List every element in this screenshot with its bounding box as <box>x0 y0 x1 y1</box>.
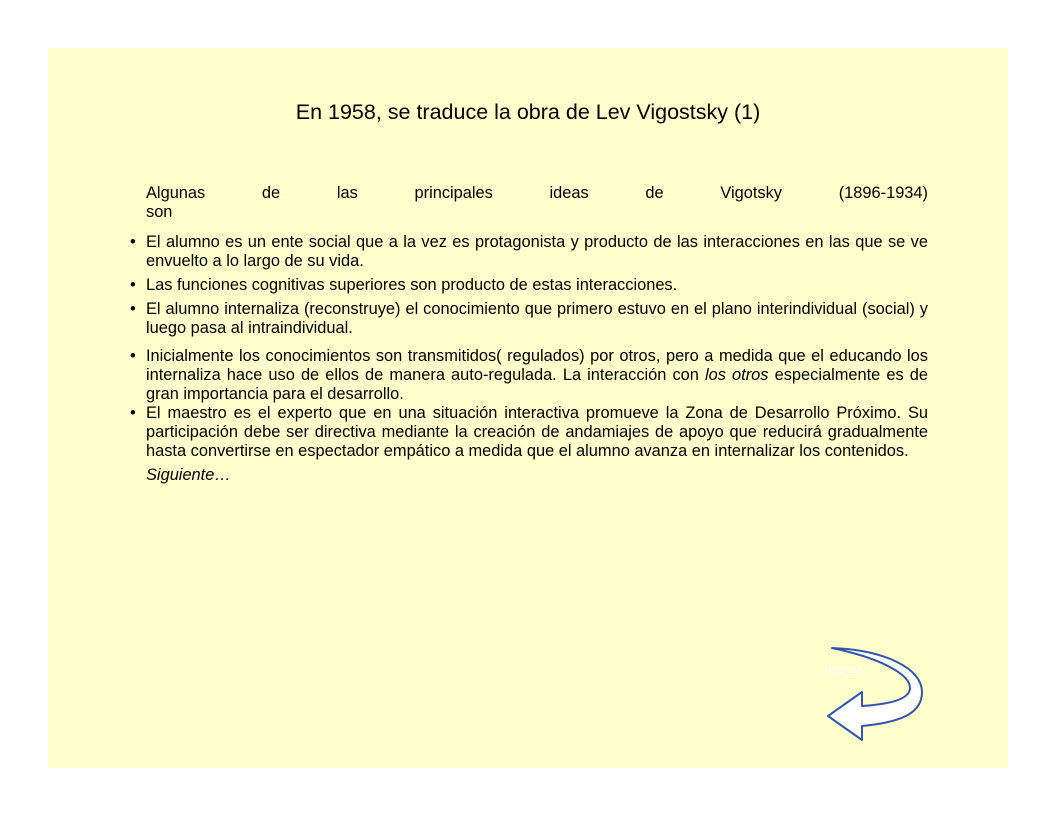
bullet-text-end: especialmente es de gran importancia para el desarrollo. <box>146 366 928 403</box>
bullet-text-italic: los otros <box>705 366 769 384</box>
bullet-text: El alumno internaliza (reconstruye) el conocimiento que primero estuvo en el plano interindividual (social) y luego pasa al intraindividual. <box>146 300 928 337</box>
bullet-text: Las funciones cognitivas superiores son producto de estas interacciones. <box>146 276 678 294</box>
bullet-item <box>130 300 928 338</box>
intro-line: Algunas de las principales ideas de Vigotsky (1896-1934) <box>146 184 928 202</box>
slide-body <box>130 184 928 485</box>
return-button[interactable] <box>824 640 928 744</box>
slide-title: En 1958, se traduce la obra de Lev Vigostsky (1) <box>295 100 761 124</box>
bullet-icon: • <box>130 347 136 365</box>
curved-return-arrow-icon[interactable] <box>824 640 928 744</box>
bullet-item <box>130 347 928 404</box>
bullet-icon: • <box>130 233 136 251</box>
bullet-text: El alumno es un ente social que a la vez es protagonista y producto de las interacciones en las que se ve envuelto a lo largo de su vida. <box>146 233 928 270</box>
bullet-icon: • <box>130 300 136 318</box>
intro-line-end: son <box>146 203 173 221</box>
return-link[interactable]: Regresa <box>825 665 863 676</box>
bullet-icon: • <box>130 404 136 422</box>
slide <box>48 48 1008 768</box>
bullet-icon: • <box>130 276 136 294</box>
next-link[interactable]: Siguiente… <box>146 466 231 484</box>
bullet-text: El maestro es el experto que en una situación interactiva promueve la Zona de Desarrollo Próximo. Su participación debe ser directiva mediante la creación de andamiajes de apoyo que reducirá gradualmente hasta convertirse en espectador empático a medida que el alumno avanza en internalizar los contenidos. <box>146 404 928 460</box>
bullet-item <box>130 404 928 461</box>
bullet-item <box>130 233 928 271</box>
bullet-text: Inicialmente los conocimientos son transmitidos( regulados) por otros, pero a medida que el educando los internaliza hace uso de ellos de manera auto-regulada. La interacción con <box>146 347 928 384</box>
bullet-item <box>130 276 928 295</box>
